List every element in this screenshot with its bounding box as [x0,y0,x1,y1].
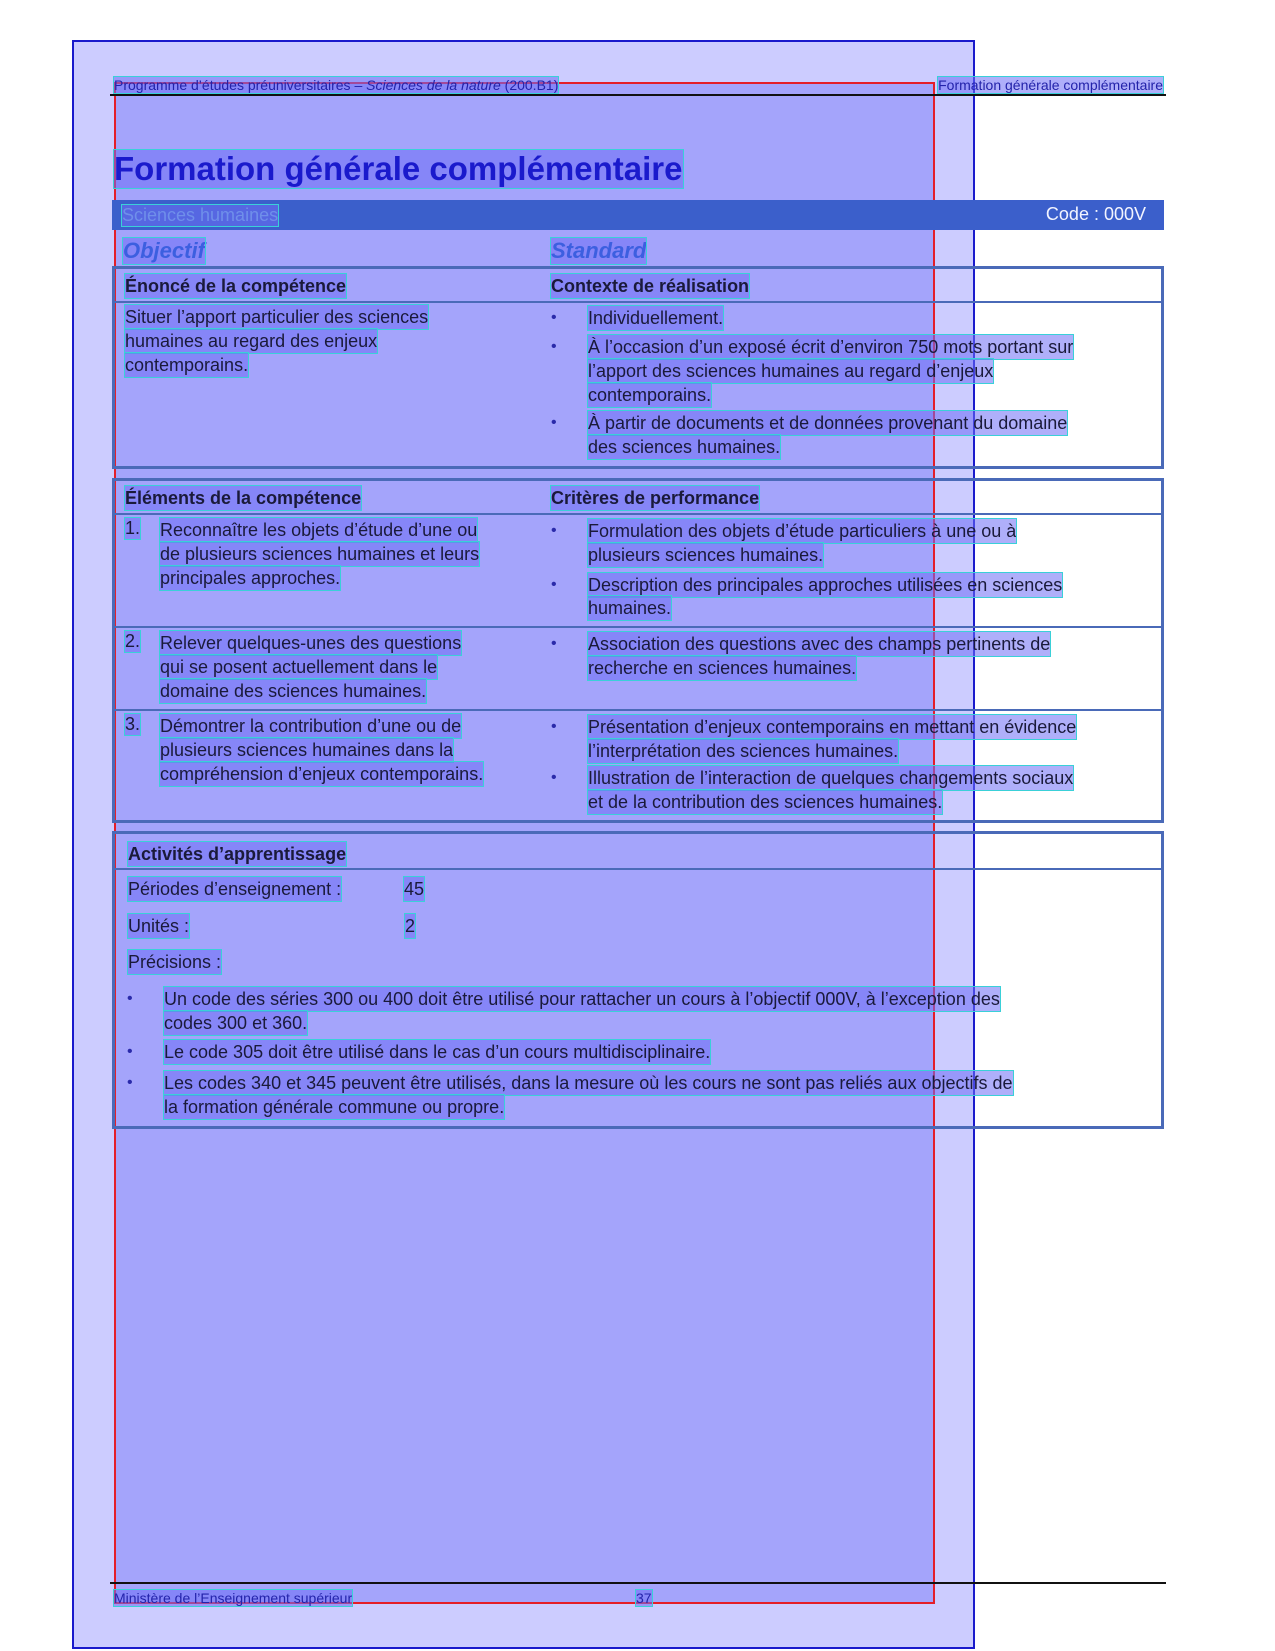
column-heading-standard: Standard [551,238,647,263]
statement-line: humaines au regard des enjeux [125,331,378,351]
bullet-icon: • [551,718,557,735]
statement-line: Situer l’apport particulier des sciences [125,307,429,327]
criterion-line: recherche en sciences humaines. [588,658,857,678]
activities-heading: Activités d’apprentissage [128,844,347,864]
units-value: 2 [405,916,416,936]
discipline-bar [112,200,1164,230]
criteria-heading: Critères de performance [551,488,760,508]
context-heading: Contexte de réalisation [551,276,750,296]
competency-elements-table [112,478,1164,823]
discipline-name: Sciences humaines [122,205,279,225]
header-suffix: (200.B1) [500,77,559,93]
bullet-icon: • [551,522,557,539]
row-divider [115,626,1161,628]
context-item: contemporains. [588,385,712,405]
teaching-periods-label: Périodes d’enseignement : [128,879,342,899]
running-header-left [114,77,558,93]
precisions-label: Précisions : [128,952,222,972]
context-item: des sciences humaines. [588,437,781,457]
element-line: principales approches. [160,568,341,588]
element-line: Reconnaître les objets d’étude d’une ou [160,520,478,540]
page-title: Formation générale complémentaire [114,150,683,187]
row-divider [115,709,1161,711]
element-line: de plusieurs sciences humaines et leurs [160,544,480,564]
element-line: Démontrer la contribution d’une ou de [160,716,462,736]
page-number: 37 [636,1590,652,1606]
precision-line: Les codes 340 et 345 peuvent être utilisés, dans la mesure où les cours ne sont pas reliés aux objectifs de [164,1073,1013,1093]
learning-activities-table [112,831,1164,1129]
element-number: 2. [125,631,141,651]
context-item: À l’occasion d’un exposé écrit d’environ 750 mots portant sur [588,337,1074,357]
header-prefix: Programme d’études préuniversitaires – [114,77,367,93]
context-item: l’apport des sciences humaines au regard d’enjeux [588,361,994,381]
header-program-name: Sciences de la nature [366,77,501,93]
precision-line: la formation générale commune ou propre. [164,1097,505,1117]
bullet-icon: • [127,1043,133,1060]
criterion-line: plusieurs sciences humaines. [588,545,824,565]
statement-line: contemporains. [125,355,249,375]
bullet-icon: • [127,990,133,1007]
row-divider [115,868,1161,870]
column-heading-objective: Objectif [123,238,205,263]
row-divider [115,301,1161,303]
precision-line: Un code des séries 300 ou 400 doit être utilisé pour rattacher un cours à l’objectif 000V, à l’exception des [164,989,1000,1009]
criterion-line: l’interprétation des sciences humaines. [588,741,899,761]
competency-statement-table [112,266,1164,469]
criterion-line: Formulation des objets d’étude particuliers à une ou à [588,521,1017,541]
objective-code: Code : 000V [1045,204,1146,224]
criterion-line: Présentation d’enjeux contemporains en mettant en évidence [588,717,1077,737]
criterion-line: Association des questions avec des champs pertinents de [588,634,1051,654]
bullet-icon: • [127,1074,133,1091]
footer-ministry: Ministère de l’Enseignement supérieur [114,1590,353,1606]
running-header-right: Formation générale complémentaire [938,77,1163,93]
elements-heading: Éléments de la compétence [125,488,362,508]
precision-line: Le code 305 doit être utilisé dans le cas d’un cours multidisciplinaire. [164,1042,711,1062]
bullet-icon: • [551,769,557,786]
bullet-icon: • [551,635,557,652]
element-number: 3. [125,714,141,734]
element-line: Relever quelques-unes des questions [160,633,462,653]
row-divider [115,513,1161,515]
context-item: À partir de documents et de données provenant du domaine [588,413,1068,433]
bullet-icon: • [551,414,557,431]
statement-heading: Énoncé de la compétence [125,276,347,296]
criterion-line: et de la contribution des sciences humaines. [588,792,943,812]
teaching-periods-value: 45 [404,879,425,899]
units-label: Unités : [128,916,190,936]
element-line: plusieurs sciences humaines dans la [160,740,454,760]
element-line: compréhension d’enjeux contemporains. [160,764,484,784]
element-number: 1. [125,518,141,538]
criterion-line: Description des principales approches utilisées en sciences [588,575,1063,595]
element-line: domaine des sciences humaines. [160,681,427,701]
element-line: qui se posent actuellement dans le [160,657,438,677]
bullet-icon: • [551,338,557,355]
context-item: Individuellement. [588,308,724,328]
header-rule [110,94,1166,96]
criterion-line: humaines. [588,598,672,618]
bullet-icon: • [551,576,557,593]
precision-line: codes 300 et 360. [164,1013,308,1033]
bullet-icon: • [551,309,557,326]
footer-rule [110,1582,1166,1584]
criterion-line: Illustration de l’interaction de quelques changements sociaux [588,768,1074,788]
